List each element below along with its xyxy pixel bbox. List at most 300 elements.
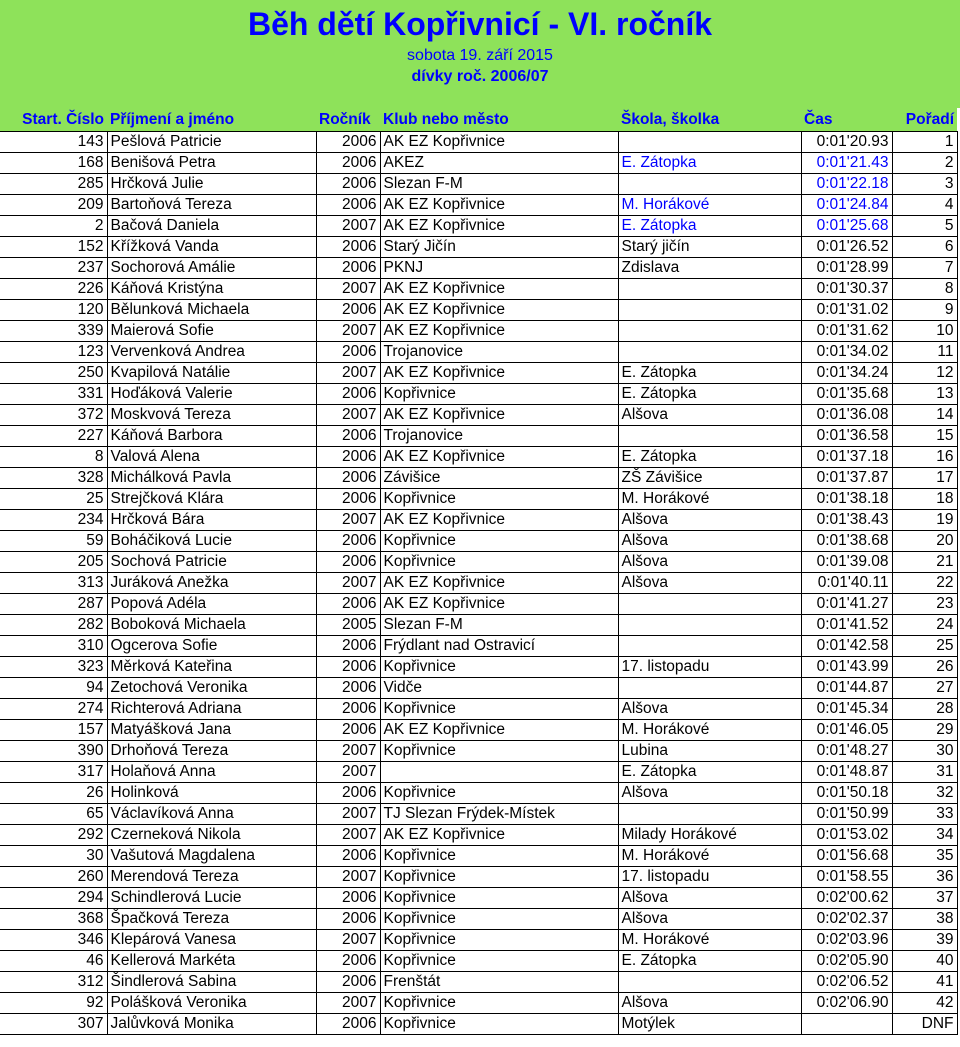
time-cell: 0:01'48.87 bbox=[801, 762, 892, 783]
school-cell bbox=[618, 636, 801, 657]
table-row bbox=[0, 153, 957, 174]
club-cell: Kopřivnice bbox=[380, 552, 618, 573]
club-cell: AK EZ Kopřivnice bbox=[380, 573, 618, 594]
time-cell: 0:01'31.02 bbox=[801, 300, 892, 321]
rank-cell: 25 bbox=[892, 636, 957, 657]
club-cell: AK EZ Kopřivnice bbox=[380, 132, 618, 153]
name-cell: Hrčková Bára bbox=[107, 510, 316, 531]
club-cell: Závišice bbox=[380, 468, 618, 489]
school-cell: Lubina bbox=[618, 741, 801, 762]
start-number-cell: 317 bbox=[0, 762, 107, 783]
time-cell: 0:01'50.18 bbox=[801, 783, 892, 804]
time-cell: 0:01'50.99 bbox=[801, 804, 892, 825]
name-cell: Czerneková Nikola bbox=[107, 825, 316, 846]
club-cell: Vidče bbox=[380, 678, 618, 699]
rank-cell: 28 bbox=[892, 699, 957, 720]
race-date: sobota 19. září 2015 bbox=[407, 47, 553, 64]
start-number-cell: 2 bbox=[0, 216, 107, 237]
school-cell bbox=[618, 174, 801, 195]
time-cell: 0:01'31.62 bbox=[801, 321, 892, 342]
club-cell: AK EZ Kopřivnice bbox=[380, 594, 618, 615]
school-cell: Alšova bbox=[618, 909, 801, 930]
table-row bbox=[0, 342, 957, 363]
table-row bbox=[0, 909, 957, 930]
table-row bbox=[0, 447, 957, 468]
time-cell bbox=[801, 1014, 892, 1035]
start-number-cell: 143 bbox=[0, 132, 107, 153]
start-number-cell: 287 bbox=[0, 594, 107, 615]
start-number-cell: 237 bbox=[0, 258, 107, 279]
table-row bbox=[0, 678, 957, 699]
name-cell: Václavíková Anna bbox=[107, 804, 316, 825]
results-table bbox=[0, 108, 958, 1035]
time-cell: 0:01'37.18 bbox=[801, 447, 892, 468]
time-cell: 0:01'21.43 bbox=[801, 153, 892, 174]
start-number-cell: 157 bbox=[0, 720, 107, 741]
start-number-cell: 46 bbox=[0, 951, 107, 972]
rank-cell: 21 bbox=[892, 552, 957, 573]
table-row bbox=[0, 489, 957, 510]
table-row bbox=[0, 741, 957, 762]
start-number-cell: 372 bbox=[0, 405, 107, 426]
time-cell: 0:01'34.24 bbox=[801, 363, 892, 384]
school-cell: Alšova bbox=[618, 573, 801, 594]
club-cell: Kopřivnice bbox=[380, 384, 618, 405]
year-cell: 2006 bbox=[316, 699, 380, 720]
year-cell: 2006 bbox=[316, 720, 380, 741]
school-cell: Alšova bbox=[618, 510, 801, 531]
start-number-cell: 234 bbox=[0, 510, 107, 531]
rank-cell: 24 bbox=[892, 615, 957, 636]
rank-cell: 33 bbox=[892, 804, 957, 825]
rank-cell: 34 bbox=[892, 825, 957, 846]
rank-cell: 42 bbox=[892, 993, 957, 1014]
school-cell: E. Zátopka bbox=[618, 447, 801, 468]
rank-cell: 13 bbox=[892, 384, 957, 405]
start-number-cell: 292 bbox=[0, 825, 107, 846]
year-cell: 2007 bbox=[316, 930, 380, 951]
year-cell: 2006 bbox=[316, 447, 380, 468]
rank-cell: DNF bbox=[892, 1014, 957, 1035]
rank-cell: 41 bbox=[892, 972, 957, 993]
club-cell: Kopřivnice bbox=[380, 1014, 618, 1035]
start-number-cell: 310 bbox=[0, 636, 107, 657]
rank-cell: 14 bbox=[892, 405, 957, 426]
time-cell: 0:01'30.37 bbox=[801, 279, 892, 300]
rank-cell: 36 bbox=[892, 867, 957, 888]
name-cell: Moskvová Tereza bbox=[107, 405, 316, 426]
start-number-cell: 282 bbox=[0, 615, 107, 636]
time-cell: 0:01'26.52 bbox=[801, 237, 892, 258]
table-row bbox=[0, 384, 957, 405]
time-cell: 0:01'35.68 bbox=[801, 384, 892, 405]
time-cell: 0:01'42.58 bbox=[801, 636, 892, 657]
table-row bbox=[0, 825, 957, 846]
name-cell: Bartoňová Tereza bbox=[107, 195, 316, 216]
name-cell: Benišová Petra bbox=[107, 153, 316, 174]
club-cell: Kopřivnice bbox=[380, 930, 618, 951]
school-cell bbox=[618, 615, 801, 636]
results-header bbox=[0, 0, 960, 108]
school-cell: Zdislava bbox=[618, 258, 801, 279]
table-row bbox=[0, 804, 957, 825]
rank-cell: 8 bbox=[892, 279, 957, 300]
rank-cell: 29 bbox=[892, 720, 957, 741]
rank-cell: 30 bbox=[892, 741, 957, 762]
rank-cell: 40 bbox=[892, 951, 957, 972]
year-cell: 2006 bbox=[316, 258, 380, 279]
start-number-cell: 123 bbox=[0, 342, 107, 363]
year-cell: 2007 bbox=[316, 867, 380, 888]
table-row bbox=[0, 993, 957, 1014]
year-cell: 2007 bbox=[316, 216, 380, 237]
school-cell bbox=[618, 132, 801, 153]
club-cell: Kopřivnice bbox=[380, 888, 618, 909]
start-number-cell: 390 bbox=[0, 741, 107, 762]
name-cell: Popová Adéla bbox=[107, 594, 316, 615]
name-cell: Pešlová Patricie bbox=[107, 132, 316, 153]
name-cell: Klepárová Vanesa bbox=[107, 930, 316, 951]
table-row bbox=[0, 552, 957, 573]
year-cell: 2007 bbox=[316, 825, 380, 846]
rank-cell: 38 bbox=[892, 909, 957, 930]
rank-cell: 19 bbox=[892, 510, 957, 531]
time-cell: 0:01'22.18 bbox=[801, 174, 892, 195]
table-row bbox=[0, 594, 957, 615]
year-cell: 2006 bbox=[316, 594, 380, 615]
school-cell bbox=[618, 279, 801, 300]
school-cell: Alšova bbox=[618, 993, 801, 1014]
start-number-cell: 260 bbox=[0, 867, 107, 888]
table-row bbox=[0, 258, 957, 279]
start-number-cell: 274 bbox=[0, 699, 107, 720]
time-cell: 0:01'39.08 bbox=[801, 552, 892, 573]
school-cell: M. Horákové bbox=[618, 720, 801, 741]
time-cell: 0:01'41.52 bbox=[801, 615, 892, 636]
year-cell: 2006 bbox=[316, 657, 380, 678]
time-cell: 0:02'05.90 bbox=[801, 951, 892, 972]
club-cell: Kopřivnice bbox=[380, 489, 618, 510]
name-cell: Jalůvková Monika bbox=[107, 1014, 316, 1035]
rank-cell: 20 bbox=[892, 531, 957, 552]
start-number-cell: 313 bbox=[0, 573, 107, 594]
name-cell: Káňová Barbora bbox=[107, 426, 316, 447]
time-cell: 0:01'38.18 bbox=[801, 489, 892, 510]
name-cell: Vašutová Magdalena bbox=[107, 846, 316, 867]
year-cell: 2006 bbox=[316, 552, 380, 573]
time-cell: 0:01'41.27 bbox=[801, 594, 892, 615]
name-cell: Bačová Daniela bbox=[107, 216, 316, 237]
table-row bbox=[0, 321, 957, 342]
school-cell: Alšova bbox=[618, 552, 801, 573]
rank-cell: 27 bbox=[892, 678, 957, 699]
club-cell: Kopřivnice bbox=[380, 657, 618, 678]
table-row bbox=[0, 972, 957, 993]
club-cell: Kopřivnice bbox=[380, 909, 618, 930]
rank-cell: 4 bbox=[892, 195, 957, 216]
name-cell: Drhoňová Tereza bbox=[107, 741, 316, 762]
table-row bbox=[0, 1014, 957, 1035]
rank-cell: 18 bbox=[892, 489, 957, 510]
table-row bbox=[0, 279, 957, 300]
rank-cell: 22 bbox=[892, 573, 957, 594]
start-number-cell: 323 bbox=[0, 657, 107, 678]
start-number-cell: 168 bbox=[0, 153, 107, 174]
year-cell: 2006 bbox=[316, 174, 380, 195]
time-cell: 0:01'53.02 bbox=[801, 825, 892, 846]
rank-cell: 17 bbox=[892, 468, 957, 489]
name-cell: Ogcerova Sofie bbox=[107, 636, 316, 657]
name-cell: Bělunková Michaela bbox=[107, 300, 316, 321]
club-cell: AKEZ bbox=[380, 153, 618, 174]
table-row bbox=[0, 930, 957, 951]
year-cell: 2007 bbox=[316, 741, 380, 762]
name-cell: Matyášková Jana bbox=[107, 720, 316, 741]
rank-cell: 2 bbox=[892, 153, 957, 174]
school-cell: E. Zátopka bbox=[618, 384, 801, 405]
rank-cell: 10 bbox=[892, 321, 957, 342]
school-cell bbox=[618, 300, 801, 321]
club-cell: Frenštát bbox=[380, 972, 618, 993]
time-cell: 0:01'56.68 bbox=[801, 846, 892, 867]
name-cell: Zetochová Veronika bbox=[107, 678, 316, 699]
club-cell: AK EZ Kopřivnice bbox=[380, 279, 618, 300]
club-cell: Kopřivnice bbox=[380, 783, 618, 804]
time-cell: 0:02'02.37 bbox=[801, 909, 892, 930]
name-cell: Boháčiková Lucie bbox=[107, 531, 316, 552]
year-cell: 2006 bbox=[316, 888, 380, 909]
club-cell: Kopřivnice bbox=[380, 741, 618, 762]
rank-cell: 15 bbox=[892, 426, 957, 447]
club-cell: AK EZ Kopřivnice bbox=[380, 321, 618, 342]
club-cell: AK EZ Kopřivnice bbox=[380, 405, 618, 426]
column-header-year: Ročník bbox=[316, 108, 380, 132]
club-cell: TJ Slezan Frýdek-Místek bbox=[380, 804, 618, 825]
table-row bbox=[0, 657, 957, 678]
club-cell: Frýdlant nad Ostravicí bbox=[380, 636, 618, 657]
name-cell: Hoďáková Valerie bbox=[107, 384, 316, 405]
time-cell: 0:01'37.87 bbox=[801, 468, 892, 489]
school-cell: Alšova bbox=[618, 531, 801, 552]
school-cell: Alšova bbox=[618, 888, 801, 909]
rank-cell: 1 bbox=[892, 132, 957, 153]
start-number-cell: 25 bbox=[0, 489, 107, 510]
year-cell: 2006 bbox=[316, 468, 380, 489]
time-cell: 0:01'38.68 bbox=[801, 531, 892, 552]
club-cell: Kopřivnice bbox=[380, 951, 618, 972]
time-cell: 0:01'36.58 bbox=[801, 426, 892, 447]
school-cell: Starý jičín bbox=[618, 237, 801, 258]
school-cell: E. Zátopka bbox=[618, 153, 801, 174]
table-row bbox=[0, 615, 957, 636]
name-cell: Merendová Tereza bbox=[107, 867, 316, 888]
school-cell bbox=[618, 342, 801, 363]
start-number-cell: 368 bbox=[0, 909, 107, 930]
rank-cell: 6 bbox=[892, 237, 957, 258]
name-cell: Sochová Patricie bbox=[107, 552, 316, 573]
club-cell: Slezan F-M bbox=[380, 174, 618, 195]
name-cell: Kvapilová Natálie bbox=[107, 363, 316, 384]
year-cell: 2007 bbox=[316, 510, 380, 531]
club-cell: AK EZ Kopřivnice bbox=[380, 363, 618, 384]
school-cell: E. Zátopka bbox=[618, 951, 801, 972]
name-cell: Vervenková Andrea bbox=[107, 342, 316, 363]
column-header-rank: Pořadí bbox=[892, 108, 957, 132]
table-row bbox=[0, 573, 957, 594]
year-cell: 2006 bbox=[316, 342, 380, 363]
club-cell: Slezan F-M bbox=[380, 615, 618, 636]
year-cell: 2007 bbox=[316, 993, 380, 1014]
year-cell: 2006 bbox=[316, 1014, 380, 1035]
table-row bbox=[0, 363, 957, 384]
name-cell: Holinková bbox=[107, 783, 316, 804]
rank-cell: 39 bbox=[892, 930, 957, 951]
table-row bbox=[0, 237, 957, 258]
table-row bbox=[0, 951, 957, 972]
club-cell: Kopřivnice bbox=[380, 993, 618, 1014]
start-number-cell: 94 bbox=[0, 678, 107, 699]
name-cell: Křížková Vanda bbox=[107, 237, 316, 258]
start-number-cell: 307 bbox=[0, 1014, 107, 1035]
name-cell: Juráková Anežka bbox=[107, 573, 316, 594]
club-cell: AK EZ Kopřivnice bbox=[380, 825, 618, 846]
club-cell: Kopřivnice bbox=[380, 846, 618, 867]
start-number-cell: 8 bbox=[0, 447, 107, 468]
name-cell: Richterová Adriana bbox=[107, 699, 316, 720]
time-cell: 0:01'45.34 bbox=[801, 699, 892, 720]
school-cell: Motýlek bbox=[618, 1014, 801, 1035]
year-cell: 2007 bbox=[316, 405, 380, 426]
name-cell: Sochorová Amálie bbox=[107, 258, 316, 279]
start-number-cell: 250 bbox=[0, 363, 107, 384]
time-cell: 0:01'36.08 bbox=[801, 405, 892, 426]
club-cell: AK EZ Kopřivnice bbox=[380, 720, 618, 741]
school-cell: Milady Horákové bbox=[618, 825, 801, 846]
start-number-cell: 294 bbox=[0, 888, 107, 909]
table-row bbox=[0, 132, 957, 153]
time-cell: 0:02'03.96 bbox=[801, 930, 892, 951]
school-cell: E. Zátopka bbox=[618, 363, 801, 384]
year-cell: 2006 bbox=[316, 300, 380, 321]
name-cell: Špačková Tereza bbox=[107, 909, 316, 930]
club-cell: AK EZ Kopřivnice bbox=[380, 510, 618, 531]
start-number-cell: 331 bbox=[0, 384, 107, 405]
school-cell: E. Zátopka bbox=[618, 762, 801, 783]
time-cell: 0:01'24.84 bbox=[801, 195, 892, 216]
table-row bbox=[0, 846, 957, 867]
time-cell: 0:01'38.43 bbox=[801, 510, 892, 531]
school-cell: 17. listopadu bbox=[618, 867, 801, 888]
category-label: dívky roč. 2006/07 bbox=[411, 68, 549, 85]
rank-cell: 7 bbox=[892, 258, 957, 279]
school-cell bbox=[618, 321, 801, 342]
time-cell: 0:01'34.02 bbox=[801, 342, 892, 363]
name-cell: Strejčková Klára bbox=[107, 489, 316, 510]
page-title: Běh dětí Kopřivnicí - VI. ročník bbox=[247, 6, 713, 42]
column-header-name: Příjmení a jméno bbox=[107, 108, 316, 132]
table-row bbox=[0, 636, 957, 657]
results-body bbox=[0, 132, 957, 1035]
school-cell: Alšova bbox=[618, 405, 801, 426]
year-cell: 2006 bbox=[316, 951, 380, 972]
school-cell bbox=[618, 594, 801, 615]
time-cell: 0:01'48.27 bbox=[801, 741, 892, 762]
name-cell: Měrková Kateřina bbox=[107, 657, 316, 678]
table-row bbox=[0, 699, 957, 720]
rank-cell: 35 bbox=[892, 846, 957, 867]
club-cell: PKNJ bbox=[380, 258, 618, 279]
year-cell: 2006 bbox=[316, 489, 380, 510]
club-cell bbox=[380, 762, 618, 783]
year-cell: 2006 bbox=[316, 531, 380, 552]
rank-cell: 26 bbox=[892, 657, 957, 678]
rank-cell: 23 bbox=[892, 594, 957, 615]
table-header-row bbox=[0, 108, 957, 132]
club-cell: Starý Jičín bbox=[380, 237, 618, 258]
school-cell bbox=[618, 804, 801, 825]
time-cell: 0:01'25.68 bbox=[801, 216, 892, 237]
time-cell: 0:01'58.55 bbox=[801, 867, 892, 888]
year-cell: 2006 bbox=[316, 636, 380, 657]
start-number-cell: 120 bbox=[0, 300, 107, 321]
name-cell: Maierová Sofie bbox=[107, 321, 316, 342]
year-cell: 2006 bbox=[316, 909, 380, 930]
time-cell: 0:02'00.62 bbox=[801, 888, 892, 909]
start-number-cell: 328 bbox=[0, 468, 107, 489]
year-cell: 2007 bbox=[316, 762, 380, 783]
name-cell: Hrčková Julie bbox=[107, 174, 316, 195]
year-cell: 2007 bbox=[316, 321, 380, 342]
table-row bbox=[0, 720, 957, 741]
name-cell: Holaňová Anna bbox=[107, 762, 316, 783]
club-cell: AK EZ Kopřivnice bbox=[380, 216, 618, 237]
name-cell: Valová Alena bbox=[107, 447, 316, 468]
start-number-cell: 285 bbox=[0, 174, 107, 195]
school-cell: Alšova bbox=[618, 699, 801, 720]
school-cell bbox=[618, 426, 801, 447]
school-cell: Alšova bbox=[618, 783, 801, 804]
start-number-cell: 65 bbox=[0, 804, 107, 825]
rank-cell: 31 bbox=[892, 762, 957, 783]
table-row bbox=[0, 867, 957, 888]
year-cell: 2006 bbox=[316, 195, 380, 216]
table-row bbox=[0, 888, 957, 909]
name-cell: Schindlerová Lucie bbox=[107, 888, 316, 909]
school-cell: E. Zátopka bbox=[618, 216, 801, 237]
table-row bbox=[0, 783, 957, 804]
school-cell bbox=[618, 678, 801, 699]
club-cell: Kopřivnice bbox=[380, 699, 618, 720]
time-cell: 0:01'46.05 bbox=[801, 720, 892, 741]
name-cell: Michálková Pavla bbox=[107, 468, 316, 489]
table-row bbox=[0, 426, 957, 447]
table-row bbox=[0, 468, 957, 489]
school-cell: M. Horákové bbox=[618, 489, 801, 510]
column-header-time: Čas bbox=[801, 108, 892, 132]
year-cell: 2007 bbox=[316, 279, 380, 300]
club-cell: Trojanovice bbox=[380, 426, 618, 447]
year-cell: 2006 bbox=[316, 426, 380, 447]
time-cell: 0:01'44.87 bbox=[801, 678, 892, 699]
rank-cell: 5 bbox=[892, 216, 957, 237]
school-cell bbox=[618, 972, 801, 993]
name-cell: Šindlerová Sabina bbox=[107, 972, 316, 993]
time-cell: 0:01'20.93 bbox=[801, 132, 892, 153]
year-cell: 2006 bbox=[316, 132, 380, 153]
club-cell: Kopřivnice bbox=[380, 531, 618, 552]
time-cell: 0:01'40.11 bbox=[801, 573, 892, 594]
column-header-club: Klub nebo město bbox=[380, 108, 618, 132]
